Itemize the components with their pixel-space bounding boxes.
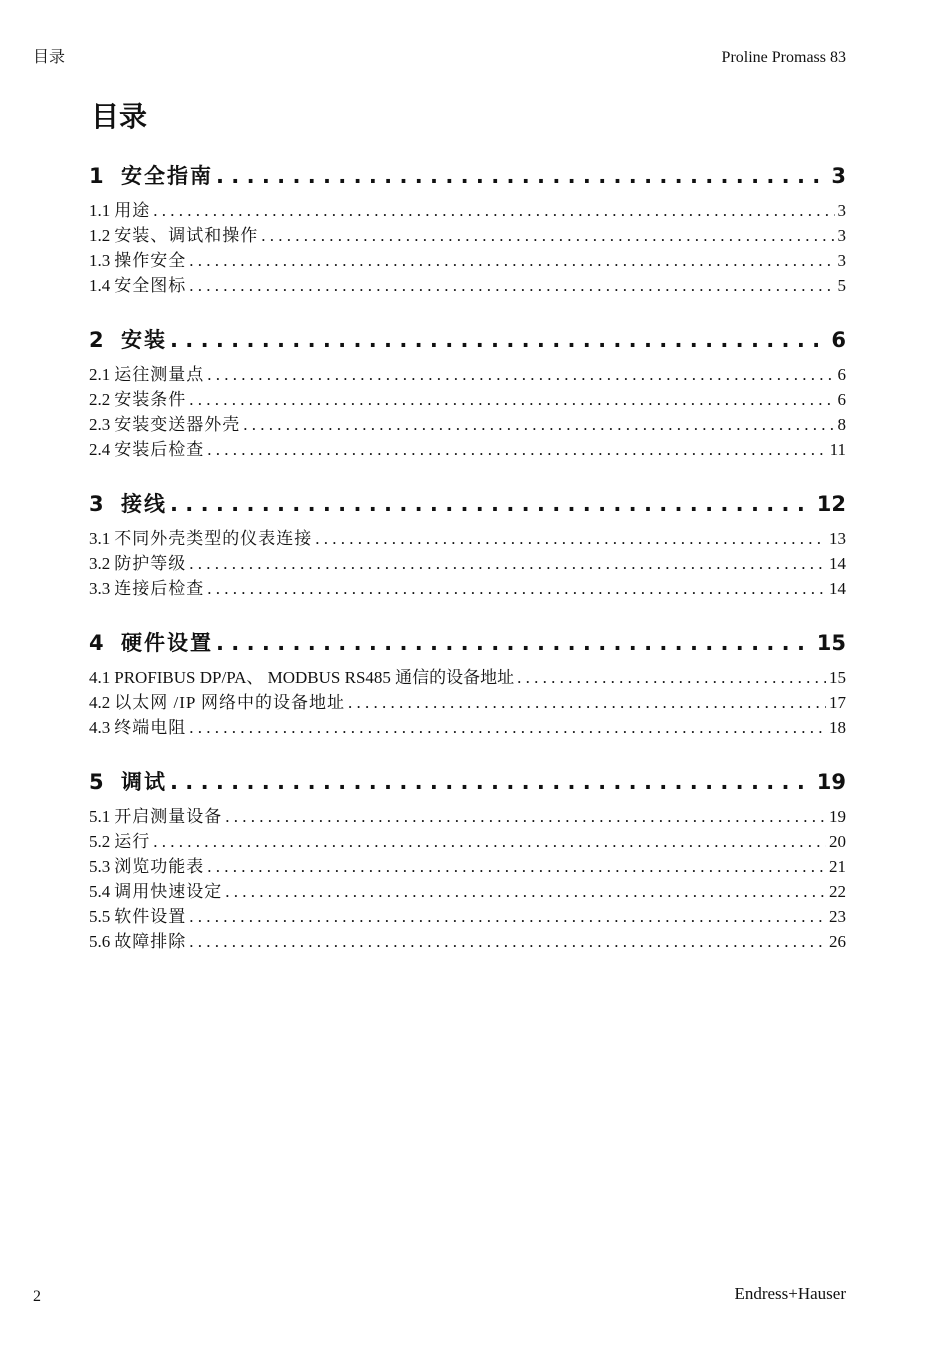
toc-entry-page: 3 (837, 251, 846, 270)
toc-chapter-number: 5 (89, 770, 104, 794)
toc-entry-page: 5 (837, 276, 846, 295)
toc-entry-title: PROFIBUS DP/PA、 MODBUS RS485 通信的设备地址 (114, 668, 515, 687)
toc-chapter-row[interactable] (89, 487, 846, 526)
toc-entry-number: 2.2 (89, 390, 111, 409)
toc-entry-row[interactable] (89, 198, 846, 223)
toc-entry-page: 18 (829, 718, 846, 737)
toc-chapter-title: 接线 (121, 492, 167, 516)
toc-dot-leader (189, 551, 826, 576)
footer-brand: Endress+Hauser (734, 1284, 846, 1303)
toc-dot-leader (207, 576, 826, 601)
toc-dot-leader (189, 904, 826, 929)
toc-section (89, 323, 846, 462)
toc-dot-leader (348, 690, 826, 715)
toc-chapter-title: 安全指南 (121, 164, 213, 188)
toc-entry-row[interactable] (89, 715, 846, 740)
toc-entry-page: 11 (829, 440, 846, 459)
toc-dot-leader (216, 626, 814, 660)
toc-entry-number: 3.3 (89, 579, 111, 598)
toc-entry-row[interactable] (89, 904, 846, 929)
toc-chapter-page: 12 (816, 492, 846, 516)
toc-entry-number: 5.6 (89, 932, 111, 951)
toc-dot-leader (216, 159, 828, 193)
toc-dot-leader (243, 412, 834, 437)
toc-entry-page: 8 (837, 415, 846, 434)
toc-entry-title: 安装后检查 (114, 440, 205, 459)
toc-entry-number: 1.1 (89, 201, 111, 220)
toc-entry-page: 22 (829, 882, 846, 901)
toc-entry-number: 5.3 (89, 857, 111, 876)
toc-entry-row[interactable] (89, 248, 846, 273)
toc-entry-page: 15 (829, 668, 846, 687)
toc-entry-title: 浏览功能表 (114, 857, 205, 876)
toc-entry-row[interactable] (89, 665, 846, 690)
toc-entry-row[interactable] (89, 526, 846, 551)
toc-entry-page: 13 (829, 529, 846, 548)
toc-entry-row[interactable] (89, 879, 846, 904)
toc-dot-leader (207, 362, 834, 387)
toc-entry-number: 4.2 (89, 693, 111, 712)
toc-dot-leader (170, 487, 814, 521)
toc-chapter-row[interactable] (89, 765, 846, 804)
toc-entry-number: 1.2 (89, 226, 111, 245)
toc-entry-page: 23 (829, 907, 846, 926)
toc-chapter-row[interactable] (89, 323, 846, 362)
toc-entry-title: 运往测量点 (114, 365, 205, 384)
toc-entry-title: 软件设置 (114, 907, 187, 926)
toc-entry-row[interactable] (89, 854, 846, 879)
toc-entry-title: 连接后检查 (114, 579, 205, 598)
table-of-contents (89, 159, 846, 954)
toc-entry-number: 2.1 (89, 365, 111, 384)
toc-entry-page: 20 (829, 832, 846, 851)
toc-entry-row[interactable] (89, 412, 846, 437)
toc-entry-page: 21 (829, 857, 846, 876)
toc-entry-page: 3 (837, 226, 846, 245)
toc-dot-leader (207, 437, 826, 462)
toc-entry-row[interactable] (89, 387, 846, 412)
toc-dot-leader (170, 765, 814, 799)
toc-entry-page: 14 (829, 554, 846, 573)
toc-entry-title: 安全图标 (114, 276, 187, 295)
toc-chapter-title: 调试 (121, 770, 167, 794)
toc-section (89, 159, 846, 298)
toc-entry-page: 19 (829, 807, 846, 826)
toc-chapter-title: 安装 (121, 328, 167, 352)
toc-chapter-row[interactable] (89, 159, 846, 198)
toc-entry-number: 1.4 (89, 276, 111, 295)
toc-dot-leader (189, 929, 826, 954)
toc-entry-number: 2.4 (89, 440, 111, 459)
toc-entry-title: 运行 (114, 832, 151, 851)
page-title: 目录 (91, 100, 148, 133)
toc-entry-title: 操作安全 (114, 251, 187, 270)
toc-entry-page: 6 (837, 390, 846, 409)
toc-entry-number: 1.3 (89, 251, 111, 270)
toc-section (89, 765, 846, 954)
toc-dot-leader (153, 198, 834, 223)
toc-chapter-page: 3 (831, 164, 846, 188)
toc-entry-title: 不同外壳类型的仪表连接 (114, 529, 313, 548)
toc-entry-row[interactable] (89, 362, 846, 387)
toc-chapter-page: 15 (816, 631, 846, 655)
toc-entry-page: 6 (837, 365, 846, 384)
toc-dot-leader (261, 223, 834, 248)
toc-entry-title: 以太网 /IP 网络中的设备地址 (114, 693, 345, 712)
toc-entry-title: 安装条件 (114, 390, 187, 409)
toc-entry-row[interactable] (89, 829, 846, 854)
toc-chapter-number: 1 (89, 164, 104, 188)
toc-entry-row[interactable] (89, 690, 846, 715)
toc-chapter-row[interactable] (89, 626, 846, 665)
toc-entry-page: 17 (829, 693, 846, 712)
toc-dot-leader (189, 273, 834, 298)
toc-entry-row[interactable] (89, 223, 846, 248)
toc-entry-page: 26 (829, 932, 846, 951)
toc-entry-number: 3.2 (89, 554, 111, 573)
toc-chapter-number: 4 (89, 631, 104, 655)
toc-entry-title: 终端电阻 (114, 718, 187, 737)
toc-entry-number: 5.5 (89, 907, 111, 926)
toc-dot-leader (225, 879, 826, 904)
toc-entry-number: 2.3 (89, 415, 111, 434)
toc-entry-title: 用途 (114, 201, 151, 220)
toc-entry-title: 开启测量设备 (114, 807, 223, 826)
running-header-section: 目录 (33, 49, 66, 66)
toc-dot-leader (315, 526, 826, 551)
toc-chapter-number: 3 (89, 492, 104, 516)
toc-dot-leader (189, 248, 834, 273)
toc-section (89, 487, 846, 601)
toc-dot-leader (189, 715, 826, 740)
toc-entry-title: 安装变送器外壳 (114, 415, 241, 434)
toc-entry-page: 3 (837, 201, 846, 220)
toc-entry-title: 防护等级 (114, 554, 187, 573)
toc-chapter-page: 19 (816, 770, 846, 794)
toc-dot-leader (170, 323, 828, 357)
toc-entry-number: 3.1 (89, 529, 111, 548)
toc-chapter-number: 2 (89, 328, 104, 352)
toc-dot-leader (517, 665, 826, 690)
toc-dot-leader (189, 387, 834, 412)
toc-dot-leader (225, 804, 826, 829)
toc-chapter-title: 硬件设置 (121, 631, 213, 655)
toc-dot-leader (207, 854, 826, 879)
toc-entry-row[interactable] (89, 273, 846, 298)
running-header-product: Proline Promass 83 (721, 49, 846, 66)
toc-entry-number: 4.3 (89, 718, 111, 737)
toc-entry-row[interactable] (89, 576, 846, 601)
toc-entry-title: 安装、调试和操作 (114, 226, 259, 245)
toc-dot-leader (153, 829, 826, 854)
toc-chapter-page: 6 (831, 328, 846, 352)
toc-entry-number: 5.4 (89, 882, 111, 901)
toc-entry-title: 故障排除 (114, 932, 187, 951)
footer-page-number: 2 (33, 1288, 41, 1305)
toc-entry-row[interactable] (89, 437, 846, 462)
toc-entry-number: 5.1 (89, 807, 111, 826)
toc-entry-row[interactable] (89, 804, 846, 829)
toc-section (89, 626, 846, 740)
toc-entry-number: 5.2 (89, 832, 111, 851)
toc-entry-number: 4.1 (89, 668, 111, 687)
toc-entry-title: 调用快速设定 (114, 882, 223, 901)
toc-entry-row[interactable] (89, 551, 846, 576)
toc-entry-row[interactable] (89, 929, 846, 954)
toc-entry-page: 14 (829, 579, 846, 598)
